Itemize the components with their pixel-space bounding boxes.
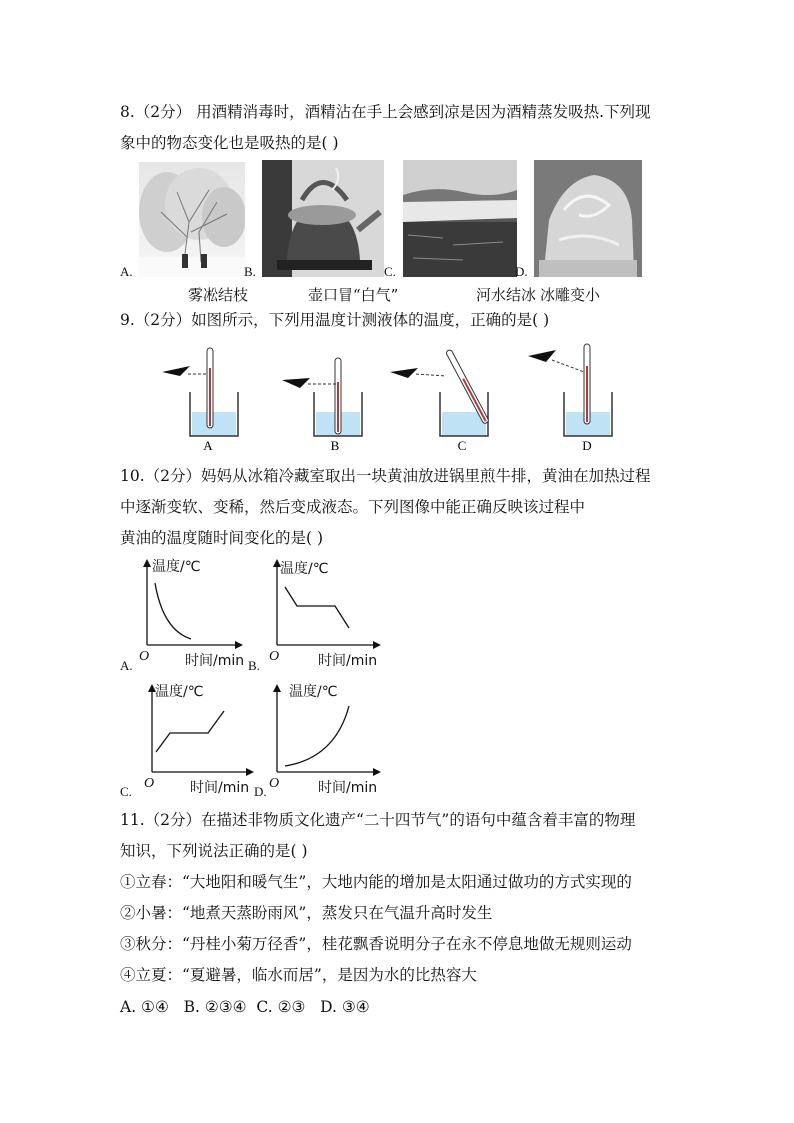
thermometer-figure [150, 340, 670, 455]
thermometer-setup-b [282, 358, 362, 453]
graph-d-ylabel: 温度/℃ [289, 684, 338, 700]
q11-item-3: ③秋分：“丹桂小菊万径香”，桂花飘香说明分子在永不停息地做无规则运动 [120, 935, 632, 953]
q8-option-d-letter: D. [515, 264, 528, 279]
q10-stem-line2: 中逐渐变软、变稀，然后变成液态。下列图像中能正确反映该过程中 [120, 498, 586, 516]
steaming-kettle-image [262, 160, 384, 277]
q8-option-b-letter: B. [244, 264, 256, 279]
q11-answer-options: A. ①④ B. ②③④ C. ②③ D. ③④ [120, 998, 370, 1016]
graph-d [265, 680, 390, 795]
graph-c-origin: O [144, 776, 155, 791]
q8-caption-a: 雾凇结枝 [188, 286, 249, 304]
q11-item-2: ②小暑：“地煮天蒸盼雨风”，蒸发只在气温升高时发生 [120, 904, 493, 922]
thermometer-label-a: A [203, 438, 213, 453]
graph-d-xlabel: 时间/min [318, 780, 378, 796]
q8-option-a-letter: A. [120, 264, 133, 279]
q10-stem-line3: 黄油的温度随时间变化的是( ) [120, 529, 324, 547]
graph-a-letter: A. [120, 658, 133, 673]
thermometer-setup-c [390, 349, 489, 453]
graph-a-origin: O [139, 649, 150, 664]
graph-b-xlabel: 时间/min [318, 653, 378, 669]
graph-d-letter: D. [254, 784, 267, 799]
graph-b-ylabel: 温度/℃ [280, 561, 329, 577]
graph-b-origin: O [269, 649, 280, 664]
graph-c [140, 680, 260, 795]
q10-stem-line1: 10.（2分）妈妈从冰箱冷藏室取出一块黄油放进锅里煎牛排，黄油在加热过程 [120, 467, 651, 485]
q11-stem-line2: 知识，下列说法正确的是( ) [120, 842, 308, 860]
q8-stem-line2: 象中的物态变化也是吸热的是( ) [120, 134, 339, 152]
thermometer-label-c: C [457, 438, 467, 453]
graph-a [135, 555, 255, 670]
q11-stem-line1: 11.（2分）在描述非物质文化遗产“二十四节气”的语句中蕴含着丰富的物理 [120, 811, 636, 829]
q11-item-1: ①立春：“大地阳和暖气生”，大地内能的增加是太阳通过做功的方式实现的 [120, 873, 632, 891]
graph-c-xlabel: 时间/min [190, 780, 250, 796]
q8-caption-c: 河水结冰 [476, 286, 537, 304]
frosted-tree-image [139, 162, 245, 277]
ice-sculpture-image [534, 160, 642, 277]
graph-d-curve [285, 706, 349, 766]
q11-item-4: ④立夏：“夏避暑，临水而居”，是因为水的比热容大 [120, 966, 477, 984]
graph-a-ylabel: 温度/℃ [152, 559, 201, 575]
graph-c-letter: C. [120, 784, 132, 799]
thermometer-label-b: B [330, 438, 340, 453]
graph-a-curve [155, 583, 191, 639]
thermometer-label-d: D [582, 438, 592, 453]
kettle-drawing [262, 160, 384, 277]
graph-d-origin: O [269, 776, 280, 791]
q8-option-c-letter: C. [384, 264, 396, 279]
graph-b-line [285, 587, 349, 628]
graph-c-line [156, 711, 224, 752]
ice-sculpture-drawing [534, 160, 642, 277]
river-drawing [403, 160, 517, 277]
q8-stem-line1: 8.（2分） 用酒精消毒时，酒精沾在手上会感到凉是因为酒精蒸发吸热.下列现 [120, 103, 651, 121]
frozen-river-image [403, 160, 517, 277]
graph-c-ylabel: 温度/℃ [155, 684, 204, 700]
frosted-tree-drawing [139, 162, 245, 277]
graph-b-letter: B. [248, 658, 260, 673]
graph-a-xlabel: 时间/min [185, 653, 245, 669]
thermometer-setup-d [528, 344, 612, 453]
thermometer-setup-a [162, 348, 238, 453]
q8-caption-b: 壶口冒“白气” [308, 286, 399, 304]
q9-stem-line1: 9.（2分）如图所示，下列用温度计测液体的温度，正确的是( ) [120, 311, 550, 329]
graph-b [265, 555, 390, 670]
q8-caption-d: 冰雕变小 [540, 286, 601, 304]
